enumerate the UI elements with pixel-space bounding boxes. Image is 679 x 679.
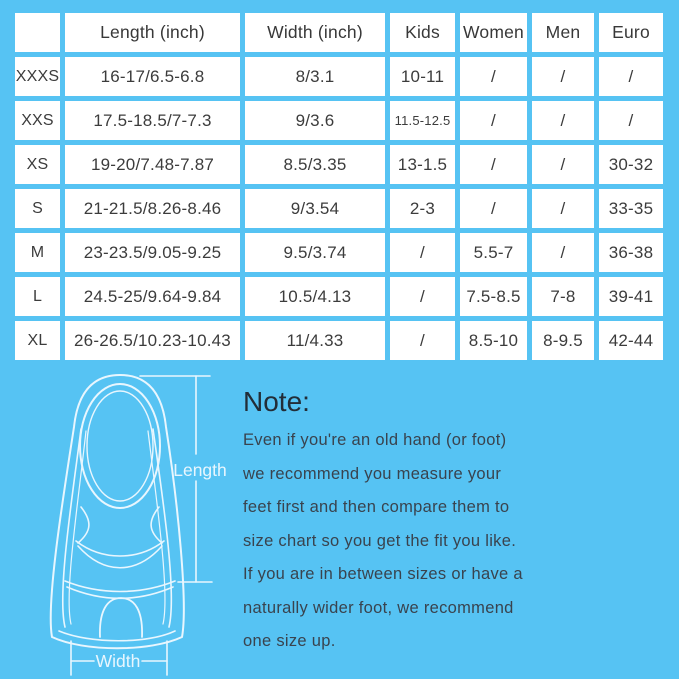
column-header-euro: Euro	[599, 13, 663, 52]
cell-kids: /	[390, 277, 455, 316]
cell-width: 8.5/3.35	[245, 145, 385, 184]
fin-diagram	[10, 369, 240, 679]
cell-euro: /	[599, 57, 663, 96]
cell-length: 17.5-18.5/7-7.3	[65, 101, 240, 140]
column-header-women: Women	[460, 13, 527, 52]
column-header-kids: Kids	[390, 13, 455, 52]
cell-men: /	[532, 57, 594, 96]
cell-men: 7-8	[532, 277, 594, 316]
cell-women: /	[460, 57, 527, 96]
cell-length: 24.5-25/9.64-9.84	[65, 277, 240, 316]
cell-women: 8.5-10	[460, 321, 527, 360]
note-line: naturally wider foot, we recommend	[243, 598, 514, 617]
row-size-label: XXXS	[15, 57, 60, 96]
row-size-label: M	[15, 233, 60, 272]
note-line: Even if you're an old hand (or foot)	[243, 431, 507, 449]
cell-width: 9.5/3.74	[245, 233, 385, 272]
cell-length: 16-17/6.5-6.8	[65, 57, 240, 96]
cell-euro: 30-32	[599, 145, 663, 184]
cell-women: 5.5-7	[460, 233, 527, 272]
note-body	[243, 424, 673, 659]
cell-women: /	[460, 145, 527, 184]
cell-men: /	[532, 233, 594, 272]
cell-length: 19-20/7.48-7.87	[65, 145, 240, 184]
cell-length: 21-21.5/8.26-8.46	[65, 189, 240, 228]
cell-men: 8-9.5	[532, 321, 594, 360]
cell-women: /	[460, 189, 527, 228]
length-dimension-label: Length	[173, 460, 227, 480]
cell-length: 26-26.5/10.23-10.43	[65, 321, 240, 360]
row-size-label: XXS	[15, 101, 60, 140]
note-heading: Note:	[243, 386, 310, 417]
cell-width: 9/3.6	[245, 101, 385, 140]
note-line: feet first and then compare them to	[243, 498, 510, 516]
cell-kids: /	[390, 233, 455, 272]
column-header-width: Width (inch)	[245, 13, 385, 52]
cell-women: 7.5-8.5	[460, 277, 527, 316]
cell-men: /	[532, 145, 594, 184]
cell-kids: 2-3	[390, 189, 455, 228]
note-block	[243, 386, 673, 659]
row-size-label: L	[15, 277, 60, 316]
cell-kids: /	[390, 321, 455, 360]
note-line: one size up.	[243, 632, 336, 650]
cell-euro: 36-38	[599, 233, 663, 272]
fin-outline	[51, 375, 184, 648]
cell-width: 8/3.1	[245, 57, 385, 96]
cell-euro: 42-44	[599, 321, 663, 360]
note-line: size chart so you get the fit you like.	[243, 531, 517, 550]
row-size-label: XL	[15, 321, 60, 360]
note-line: If you are in between sizes or have a	[243, 565, 523, 583]
column-header-size	[15, 13, 60, 52]
row-size-label: XS	[15, 145, 60, 184]
cell-kids: 10-11	[390, 57, 455, 96]
cell-length: 23-23.5/9.05-9.25	[65, 233, 240, 272]
cell-euro: 39-41	[599, 277, 663, 316]
cell-width: 10.5/4.13	[245, 277, 385, 316]
row-size-label: S	[15, 189, 60, 228]
cell-kids: 11.5-12.5	[390, 101, 455, 140]
cell-men: /	[532, 189, 594, 228]
cell-kids: 13-1.5	[390, 145, 455, 184]
note-line: we recommend you measure your	[243, 464, 502, 483]
cell-euro: 33-35	[599, 189, 663, 228]
cell-width: 11/4.33	[245, 321, 385, 360]
column-header-length: Length (inch)	[65, 13, 240, 52]
column-header-men: Men	[532, 13, 594, 52]
size-table	[15, 13, 663, 360]
cell-width: 9/3.54	[245, 189, 385, 228]
width-dimension-label: Width	[95, 651, 141, 671]
cell-men: /	[532, 101, 594, 140]
cell-euro: /	[599, 101, 663, 140]
cell-women: /	[460, 101, 527, 140]
